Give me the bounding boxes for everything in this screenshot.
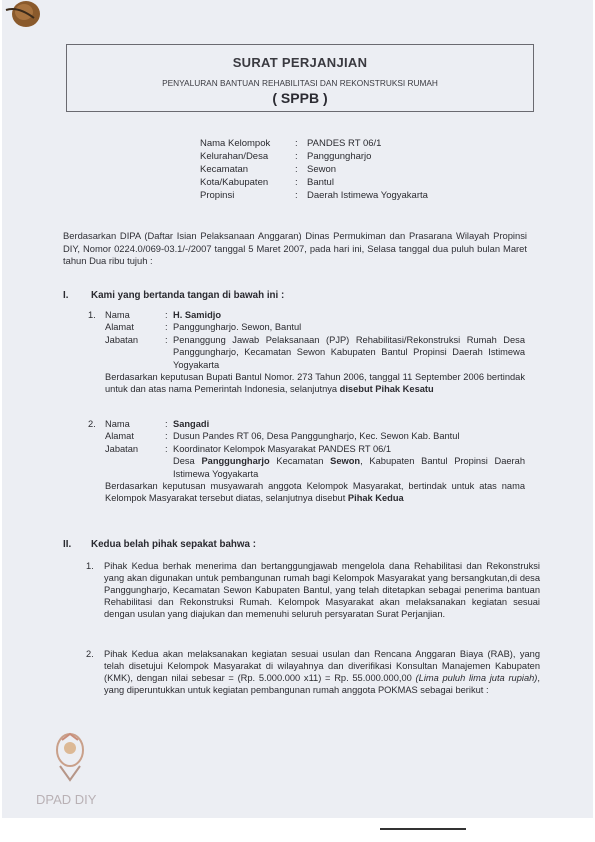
item-text: Pihak Kedua akan melaksanakan kegiatan sesuai usulan dan Rencana Anggaran Biaya (RAB), yang telah disetujui Kelompok Masyarakat di wilayahnya dan diverifikasi Konsultan Manajemen Kabupaten (KMK), dengan nilai sebesar = (Rp. 5.000.000 x11) = Rp. 55.000.000,00 (Lima puluh lima juta rupiah), yang diperuntukkan untuk kegiatan pembangunan rumah anggota POKMAS sebagai berikut : (104, 649, 540, 696)
party-number: 1. (88, 310, 96, 320)
party-label: Alamat (105, 431, 134, 442)
list-item (86, 560, 540, 620)
section-2-heading (63, 539, 256, 550)
party-designation: Pihak Kedua (347, 493, 404, 504)
section-number: II. (63, 539, 72, 550)
party-address: Dusun Pandes RT 06, Desa Panggungharjo, Kec. Sewon Kab. Bantul (173, 431, 460, 442)
list-item (86, 648, 540, 696)
party-label: Nama (105, 419, 130, 429)
info-label: Kota/Kabupaten (200, 177, 269, 188)
party-label: Jabatan (105, 334, 139, 345)
info-label: Nama Kelompok (200, 138, 271, 149)
party-basis: Berdasarkan keputusan Bupati Bantul Nomor. 273 Tahun 2006, tanggal 11 September 2006 bertindak untuk dan atas nama Pemerintah Indonesia, selanjutnya disebut Pihak Kesatu (105, 372, 525, 395)
binder-clip-icon (4, 0, 42, 30)
item-number: 2. (86, 649, 94, 659)
party-name: Sangadi (173, 419, 210, 429)
section-number: I. (63, 290, 69, 301)
seal-emblem-icon (52, 730, 88, 788)
info-row: Kecamatan : Sewon (200, 164, 337, 175)
info-value: Sewon (307, 164, 337, 175)
item-number: 1. (86, 561, 94, 571)
bottom-mark (380, 828, 466, 830)
info-value: Daerah Istimewa Yogyakarta (307, 190, 428, 201)
info-row: Nama Kelompok : PANDES RT 06/1 (200, 138, 382, 149)
section-heading-text: Kedua belah pihak sepakat bahwa : (91, 539, 256, 550)
page-margin (0, 818, 595, 842)
info-row: Kelurahan/Desa : Panggungharjo (200, 151, 372, 162)
party-label: Jabatan (105, 443, 139, 454)
document-code: ( SPPB ) (272, 90, 328, 106)
info-label: Propinsi (200, 190, 235, 201)
party-label: Nama (105, 310, 130, 320)
party-designation: disebut Pihak Kesatu (339, 384, 434, 395)
info-label: Kecamatan (200, 164, 249, 175)
document-title: SURAT PERJANJIAN (232, 55, 368, 70)
info-row: Kota/Kabupaten : Bantul (200, 177, 334, 188)
group-info (200, 137, 428, 202)
section-heading-text: Kami yang bertanda tangan di bawah ini : (91, 290, 285, 301)
party-1: 1. Nama : H. Samidjo Alamat : Panggungharjo. Sewon, Bantul Jabatan : Penanggung Jawab Pelaksanaan (PJP) Rehabilitasi/Rekonstruksi Rumah Desa Panggungharjo, Kecamatan Sewon Kabupaten Bantul Propinsi Daerah Istimewa Yogyakarta Berdasarkan keputusan Bupati Bantul Nomor. 273 Tahun 2006, tanggal 11 September 2006 bertindak untuk dan atas nama Pemerintah Indonesia, selanjutnya disebut Pihak Kesatu (88, 310, 525, 395)
party-basis: Berdasarkan keputusan musyawarah anggota Kelompok Masyarakat, bertindak untuk atas nama Kelompok Masyarakat tersebut diatas, selanjutnya disebut Pihak Kedua (105, 481, 525, 504)
intro-paragraph: Berdasarkan DIPA (Daftar Isian Pelaksanaan Anggaran) Dinas Permukiman dan Prasarana Wilayah Propinsi DIY, Nomor 0224.0/069-03.1/-/2007 tanggal 5 Maret 2007, pada hari ini, Selasa tanggal dua puluh bulan Maret tahun Dua ribu tujuh : (63, 230, 527, 267)
title-box (66, 44, 534, 112)
party-position: Koordinator Kelompok Masyarakat PANDES RT 06/1 Desa Panggungharjo Kecamatan Sewon, Kabupaten Bantul Propinsi Daerah Istimewa Yogyakarta (173, 443, 525, 479)
watermark: DPAD DIY (36, 792, 97, 807)
info-row: Propinsi : Daerah Istimewa Yogyakarta (200, 190, 428, 201)
info-value: PANDES RT 06/1 (307, 138, 382, 149)
party-name: H. Samidjo (173, 310, 222, 320)
party-2: 2. Nama : Sangadi Alamat : Dusun Pandes RT 06, Desa Panggungharjo, Kec. Sewon Kab. Bantul Jabatan : Koordinator Kelompok Masyarakat PANDES RT 06/1 Desa Panggungharjo Kecamatan Sewon, Kabupaten Bantul Propinsi Daerah Istimewa Yogyakarta Berdasarkan keputusan musyawarah anggota Kelompok Masyarakat, bertindak untuk atas nama Kelompok Masyarakat tersebut diatas, selanjutnya disebut Pihak Kedua (88, 419, 525, 504)
section-1-heading (63, 290, 284, 301)
info-value: Bantul (307, 177, 334, 188)
party-label: Alamat (105, 322, 134, 333)
info-label: Kelurahan/Desa (200, 151, 269, 162)
item-text: Pihak Kedua berhak menerima dan bertanggungjawab mengelola dana Rehabilitasi dan Rekonstruksi yang akan digunakan untuk pembangunan rumah bagi Kelompok Masyarakat yang bersangkutan,di desa Panggungharjo, Kecamatan Sewon Kabupaten Bantul, yang telah ditetapkan sebagai penerima bantuan Rehabilitasi dan Rekonstruksi Rumah. Kelompok Masyarakat akan melaksanakan kegiatan sesuai dengan usulan yang diajukan dan memenuhi seluruh persyaratan Surat Perjanjian. (104, 561, 540, 620)
party-address: Panggungharjo. Sewon, Bantul (173, 322, 302, 333)
document-subtitle: PENYALURAN BANTUAN REHABILITASI DAN REKONSTRUKSI RUMAH (162, 78, 438, 88)
party-number: 2. (88, 419, 96, 429)
info-value: Panggungharjo (307, 151, 372, 162)
party-position: Penanggung Jawab Pelaksanaan (PJP) Rehabilitasi/Rekonstruksi Rumah Desa Panggungharjo, Kecamatan Sewon Kabupaten Bantul Propinsi Daerah Istimewa Yogyakarta (173, 334, 525, 370)
